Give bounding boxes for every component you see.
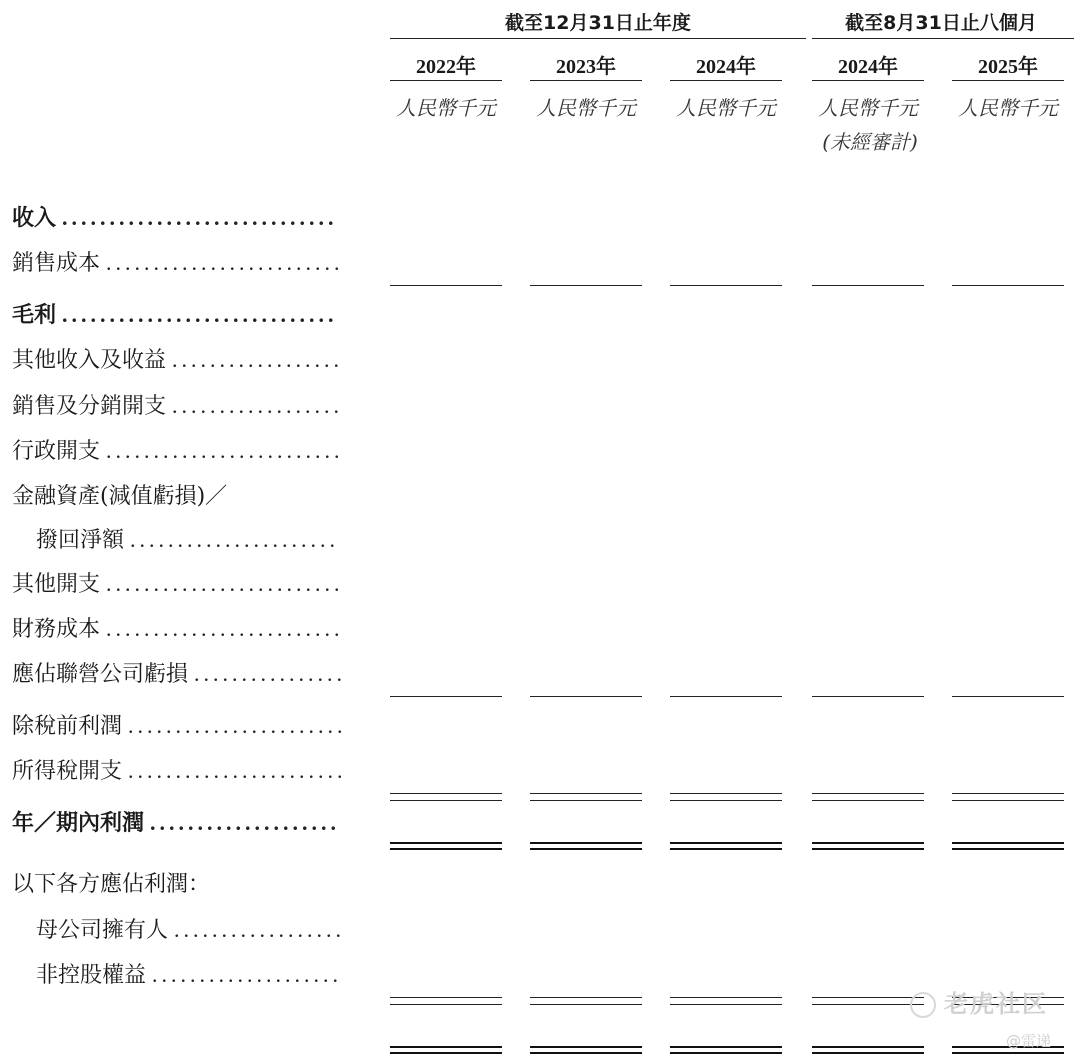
subtotal-rule: [670, 800, 782, 801]
year-header-rule: [952, 80, 1064, 81]
row-label-text: 財務成本: [12, 617, 101, 642]
row-label-text: 母公司擁有人: [36, 918, 169, 943]
subtotal-rule: [812, 793, 924, 794]
leader-dots: .........................: [106, 571, 344, 596]
fiscal-year-group-header: 截至12月31日止年度: [505, 12, 691, 34]
row-label: [12, 711, 347, 742]
row-label: [12, 248, 344, 279]
leader-dots: .........................: [106, 438, 344, 463]
subtotal-rule: [812, 696, 924, 697]
unit-label: 人民幣千元: [676, 96, 776, 120]
row-label-text: 撥回淨額: [36, 528, 125, 553]
total-double-rule: [390, 842, 502, 850]
row-label-text: 應佔聯營公司虧損: [12, 662, 189, 687]
row-label-text: 銷售成本: [12, 251, 101, 276]
total-double-rule: [812, 842, 924, 850]
subtotal-rule: [952, 793, 1064, 794]
leader-dots: ..................: [174, 917, 346, 942]
subtotal-rule: [952, 800, 1064, 801]
leader-dots: ..................: [172, 393, 344, 418]
row-label: [36, 915, 345, 946]
leader-dots: .......................: [128, 713, 347, 738]
row-label: [12, 756, 347, 787]
row-label: [12, 569, 344, 600]
total-double-rule: [390, 1046, 502, 1054]
leader-dots: .........................: [106, 616, 344, 641]
leader-dots: .......................: [128, 758, 347, 783]
row-label: [12, 345, 343, 376]
row-label: [12, 659, 346, 690]
row-label: [12, 203, 338, 234]
fiscal-year-group-rule: [390, 38, 806, 39]
unit-label: 人民幣千元: [818, 96, 918, 120]
subtotal-rule: [390, 800, 502, 801]
row-label: [36, 525, 339, 556]
subtotal-rule: [670, 696, 782, 697]
year-header: 2024年: [838, 56, 898, 78]
eight-month-group-rule: [812, 38, 1074, 39]
row-label: [12, 300, 338, 331]
subtotal-rule: [952, 285, 1064, 286]
total-double-rule: [670, 1046, 782, 1054]
watermark-logo: [910, 984, 1048, 1019]
subtotal-rule: [530, 800, 642, 801]
subtotal-rule: [812, 997, 924, 998]
subtotal-rule: [390, 1004, 502, 1005]
subtotal-rule: [390, 696, 502, 697]
subtotal-rule: [670, 997, 782, 998]
subtotal-rule: [390, 793, 502, 794]
tiger-icon: [910, 992, 936, 1018]
subtotal-rule: [390, 285, 502, 286]
year-header: 2025年: [978, 56, 1038, 78]
leader-dots: ..................: [172, 347, 344, 372]
year-header-rule: [812, 80, 924, 81]
subtotal-rule: [530, 696, 642, 697]
unit-label: 人民幣千元: [396, 96, 496, 120]
row-label: [12, 436, 344, 467]
row-label: [12, 391, 343, 422]
subtotal-rule: [812, 285, 924, 286]
row-label: [12, 482, 227, 512]
row-label-text: 金融資產(減值虧損)／: [12, 484, 228, 509]
row-label-text: 其他收入及收益: [12, 348, 167, 373]
row-label-text: 以下各方應佔利潤：: [12, 872, 211, 897]
leader-dots: ......................: [130, 527, 340, 552]
row-label-text: 除稅前利潤: [12, 714, 123, 739]
subtotal-rule: [390, 997, 502, 998]
year-header-rule: [670, 80, 782, 81]
subtotal-rule: [812, 1004, 924, 1005]
year-header: 2024年: [696, 56, 756, 78]
leader-dots: ....................: [150, 810, 341, 835]
row-label-text: 非控股權益: [36, 963, 147, 988]
total-double-rule: [812, 1046, 924, 1054]
row-label: [12, 614, 344, 645]
year-header-rule: [390, 80, 502, 81]
leader-dots: .........................: [106, 250, 344, 275]
subtotal-rule: [812, 800, 924, 801]
unaudited-note: (未經審計): [822, 130, 918, 154]
subtotal-rule: [670, 1004, 782, 1005]
total-double-rule: [530, 842, 642, 850]
subtotal-rule: [530, 997, 642, 998]
row-label: [36, 960, 342, 991]
row-label: [12, 870, 210, 900]
total-double-rule: [952, 842, 1064, 850]
unit-label: 人民幣千元: [536, 96, 636, 120]
row-label: [12, 808, 340, 839]
subtotal-rule: [530, 285, 642, 286]
subtotal-rule: [530, 1004, 642, 1005]
subtotal-rule: [670, 285, 782, 286]
total-double-rule: [670, 842, 782, 850]
row-label-text: 其他開支: [12, 572, 101, 597]
leader-dots: .............................: [62, 205, 338, 230]
year-header-rule: [530, 80, 642, 81]
watermark-handle: @雷递: [1006, 1032, 1052, 1050]
total-double-rule: [530, 1046, 642, 1054]
row-label-text: 行政開支: [12, 439, 101, 464]
leader-dots: ................: [194, 661, 347, 686]
row-label-text: 收入: [12, 206, 57, 231]
unit-label: 人民幣千元: [958, 96, 1058, 120]
leader-dots: .............................: [62, 302, 338, 327]
year-header: 2023年: [556, 56, 616, 78]
subtotal-rule: [530, 793, 642, 794]
eight-month-group-header: 截至8月31日止八個月: [845, 12, 1037, 34]
row-label-text: 所得稅開支: [12, 759, 123, 784]
subtotal-rule: [670, 793, 782, 794]
subtotal-rule: [952, 696, 1064, 697]
row-label-text: 銷售及分銷開支: [12, 394, 167, 419]
leader-dots: ....................: [152, 962, 343, 987]
row-label-text: 毛利: [12, 303, 57, 328]
year-header: 2022年: [416, 56, 476, 78]
watermark-text: 老虎社区: [944, 990, 1048, 1018]
row-label-text: 年／期內利潤: [12, 811, 145, 836]
